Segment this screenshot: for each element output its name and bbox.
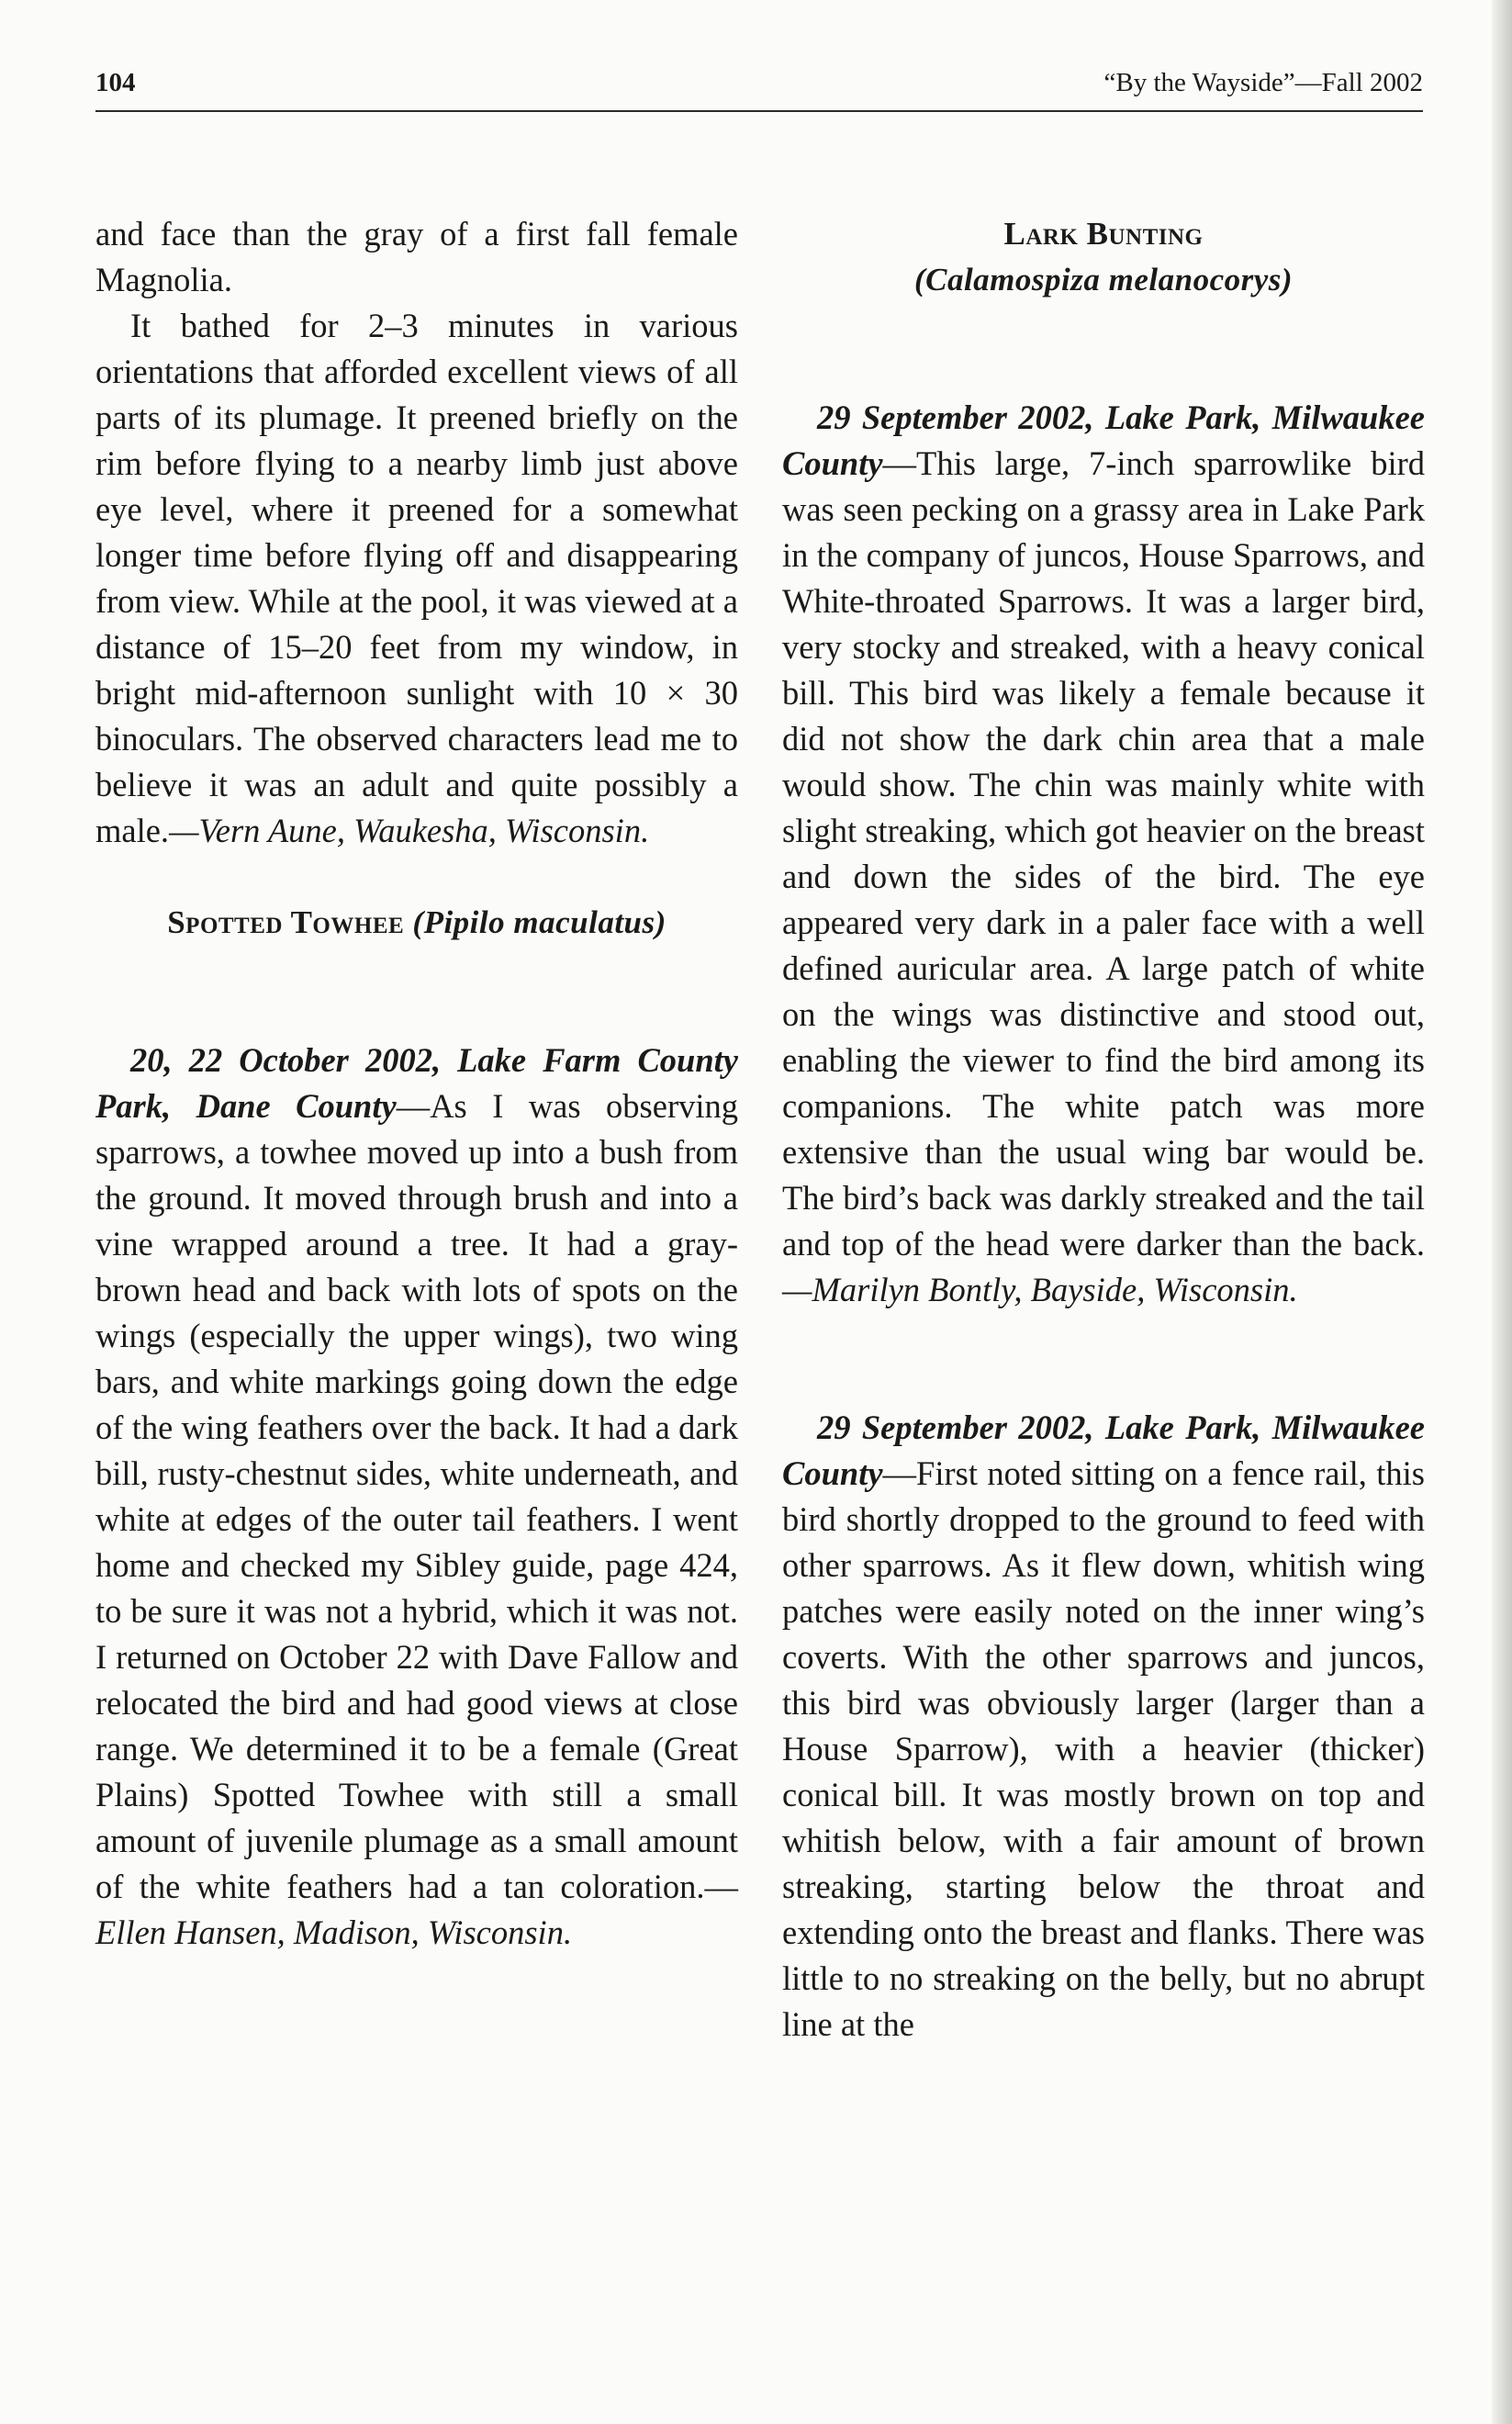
entry-date-location: 29 September 2002, Lake Park, Milwaukee County (782, 398, 1425, 482)
species-latin-name: (Pipilo maculatus) (412, 904, 666, 940)
species-heading-spotted-towhee (95, 900, 738, 946)
entry-text: —This large, 7-inch sparrowlike bird was seen pecking on a grassy area in Lake Park in the company of juncos, House Sparrows, and White-throated Sparrows. It was a larger bird, very stocky and streaked, with a heavy conical bill. This bird was likely a female because it did not show the dark chin area that a male would show. The chin was mainly white with slight streaking, which got heavier on the breast and down the sides of the bird. The eye appeared very dark in a paler face with a well defined auricular area. A large patch of white on the wings was distinctive and stood out, enabling the viewer to find the bird among its companions. The white patch was more extensive than the usual wing bar would be. The bird’s back was darkly streaked and the tail and top of the head were darker than the back. (782, 444, 1425, 1262)
species-name: Spotted Towhee (167, 904, 405, 940)
page-edge-shadow (1492, 0, 1512, 2424)
towhee-entry (95, 1038, 738, 1956)
running-title: “By the Wayside”—Fall 2002 (1103, 68, 1423, 97)
observation-paragraph (95, 303, 738, 854)
observer-credit: —Vern Aune, Waukesha, Wisconsin. (169, 812, 650, 849)
entry-date-location: 20, 22 October 2002, Lake Farm County Park, Dane County (95, 1041, 738, 1125)
right-column (782, 211, 1425, 2048)
entry-text: —As I was observing sparrows, a towhee moved up into a bush from the ground. It moved through brush and into a vine wrapped around a tree. It had a gray-brown head and back with lots of spots on the wings (especially the upper wings), two wing bars, and white markings going down the edge of the wing feathers over the back. It had a dark bill, rusty-chestnut sides, white underneath, and white at edges of the outer tail feathers. I went home and checked my Sibley guide, page 424, to be sure it was not a hybrid, which it was not. I returned on October 22 with Dave Fallow and relocated the bird and had good views at close range. We determined it to be a female (Great Plains) Spotted Towhee with still a small amount of juvenile plumage as a small amount of the white feathers had a tan coloration.— (95, 1087, 738, 1905)
page-number: 104 (95, 68, 136, 97)
lark-bunting-entry-2 (782, 1405, 1425, 2048)
observation-text: It bathed for 2–3 minutes in various orientations that afforded excellent views of all parts of its plumage. It preened briefly on the rim before flying to a nearby limb just above eye level, where it preened for a somewhat longer time before flying off and disappearing from view. While at the pool, it was viewed at a distance of 15–20 feet from my window, in bright mid-afternoon sunlight with 10 × 30 binoculars. The observed characters lead me to believe it was an adult and quite possibly a male. (95, 307, 738, 849)
species-heading-lark-bunting (782, 211, 1425, 257)
species-latin-name: (Calamospiza melanocorys) (913, 262, 1294, 297)
lark-bunting-entry-1 (782, 395, 1425, 1313)
entry-text: —First noted sitting on a fence rail, this bird shortly dropped to the ground to feed with other sparrows. As it flew down, whitish wing patches were easily noted on the inner wing’s coverts. With the other sparrows and juncos, this bird was obviously larger (larger than a House Sparrow), with a heavier (thicker) conical bill. It was mostly brown on top and whitish below, with a fair amount of brown streaking, starting below the throat and extending onto the breast and flanks. There was little to no streaking on the belly, but no abrupt line at the (782, 1454, 1425, 2043)
observer-credit: —Marilyn Bontly, Bayside, Wisconsin. (782, 1271, 1298, 1308)
left-column (95, 211, 738, 1956)
page-header (95, 64, 1423, 112)
continued-paragraph: and face than the gray of a first fall female Magnolia. (95, 215, 738, 298)
entry-date-location: 29 September 2002, Lake Park, Milwaukee County (782, 1408, 1425, 1492)
observer-credit: Ellen Hansen, Madison, Wisconsin. (95, 1913, 573, 1951)
species-name: Lark Bunting (1003, 216, 1204, 252)
